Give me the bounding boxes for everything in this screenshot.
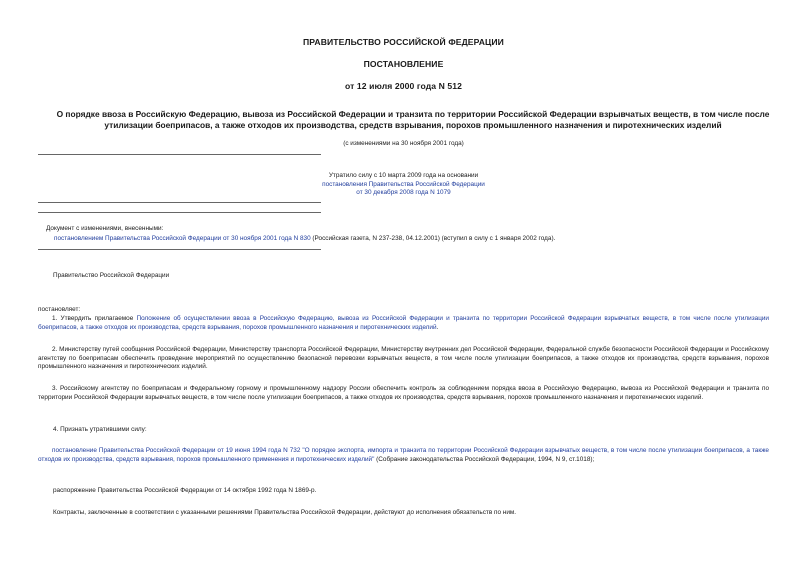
- document-title: О порядке ввоза в Российскую Федерацию, вывоза из Российской Федерации и транзита по территории Российской Федерации взрывчатых веществ, в том числе после утилизации боеприпасов, а также отходов их производства, средств взрывания, порохов промышленного назначения и пиротехнических изделий: [56, 109, 770, 130]
- divider: [38, 154, 321, 155]
- invalid-line: Утратило силу с 10 марта 2009 года на основании: [328, 172, 479, 179]
- divider: [38, 212, 321, 213]
- header-date: от 12 июля 2000 года N 512: [344, 81, 463, 91]
- changes-rest: (Российская газета, N 237-238, 04.12.2001) (вступил в силу с 1 января 2002 года).: [310, 235, 556, 242]
- changes-text: [54, 235, 774, 244]
- paragraph-5: [38, 447, 769, 464]
- header-doc-type: ПОСТАНОВЛЕНИЕ: [363, 59, 444, 69]
- paragraph-7: Контракты, заключенные в соответствии с указанными решениями Правительства Российской Федерации, действуют до исполнения обязательств по ним.: [53, 509, 517, 516]
- amended-note: (с изменениями на 30 ноября 2001 года): [343, 140, 464, 147]
- invalid-link-1[interactable]: постановления Правительства Российской Федерации: [322, 180, 485, 188]
- paragraph-1: [38, 315, 769, 332]
- paragraph-4: 4. Признать утратившими силу:: [53, 426, 147, 433]
- p1-regulation-link[interactable]: Положение об осуществлении ввоза в Российскую Федерацию, вывоза из Российской Федерации и транзита по территории Российской Федерации взрывчатых веществ, в том числе после утилизации боеприпасов, а также отходов их производства, средств взрывания, порохов промышленного назначения и пиротехнических изделий: [38, 315, 769, 331]
- changes-label: Документ с изменениями, внесенными:: [46, 225, 164, 232]
- government-label: Правительство Российской Федерации: [53, 272, 170, 279]
- invalid-link-2[interactable]: от 30 декабря 2008 года N 1079: [356, 189, 451, 197]
- header-org: ПРАВИТЕЛЬСТВО РОССИЙСКОЙ ФЕДЕРАЦИИ: [303, 37, 504, 47]
- p1-suffix: .: [436, 323, 439, 331]
- p5-resolution-link[interactable]: постановление Правительства Российской Федерации от 19 июня 1994 года N 732 "О порядке экспорта, импорта и транзита по территории Российской Федерации взрывчатых веществ, в том числе после утилизации боеприпасов, а также отходов их производства, средств взрывания, порохов промышленного применения и пиротехнических изделий": [38, 447, 769, 463]
- resolves-label: постановляет:: [38, 306, 81, 313]
- divider: [38, 249, 321, 250]
- paragraph-6: распоряжение Правительства Российской Федерации от 14 октября 1992 года N 1869-р.: [53, 487, 317, 494]
- p1-prefix: 1. Утвердить прилагаемое: [52, 315, 137, 322]
- changes-link[interactable]: постановлением Правительства Российской Федерации от 30 ноября 2001 года N 830: [54, 235, 311, 242]
- p5-suffix: (Собрание законодательства Российской Федерации, 1994, N 9, ст.1018);: [374, 455, 595, 463]
- invalid-note: [250, 172, 557, 198]
- paragraph-2: 2. Министерству путей сообщения Российской Федерации, Министерству транспорта Российской Федерации, Министерству внутренних дел Российской Федерации, Федеральной службе безопасности Российской Федерации и Российскому агентству по боеприпасам обеспечить проведение мероприятий по осуществлению безопасной перевозки взрывчатых веществ, в том числе после утилизации боеприпасов, а также отходов их производства, средств взрывания, порохов промышленного назначения и пиротехнических изделий.: [38, 346, 769, 371]
- divider: [38, 202, 321, 203]
- paragraph-3: 3. Российскому агентству по боеприпасам и Федеральному горному и промышленному надзору России обеспечить контроль за соблюдением порядка ввоза в Российскую Федерацию, вывоза из Российской Федерации и транзита по территории Российской Федерации взрывчатых веществ, в том числе после утилизации боеприпасов, а также отходов их производства, средств взрывания, порохов промышленного назначения и пиротехнических изделий.: [38, 385, 769, 401]
